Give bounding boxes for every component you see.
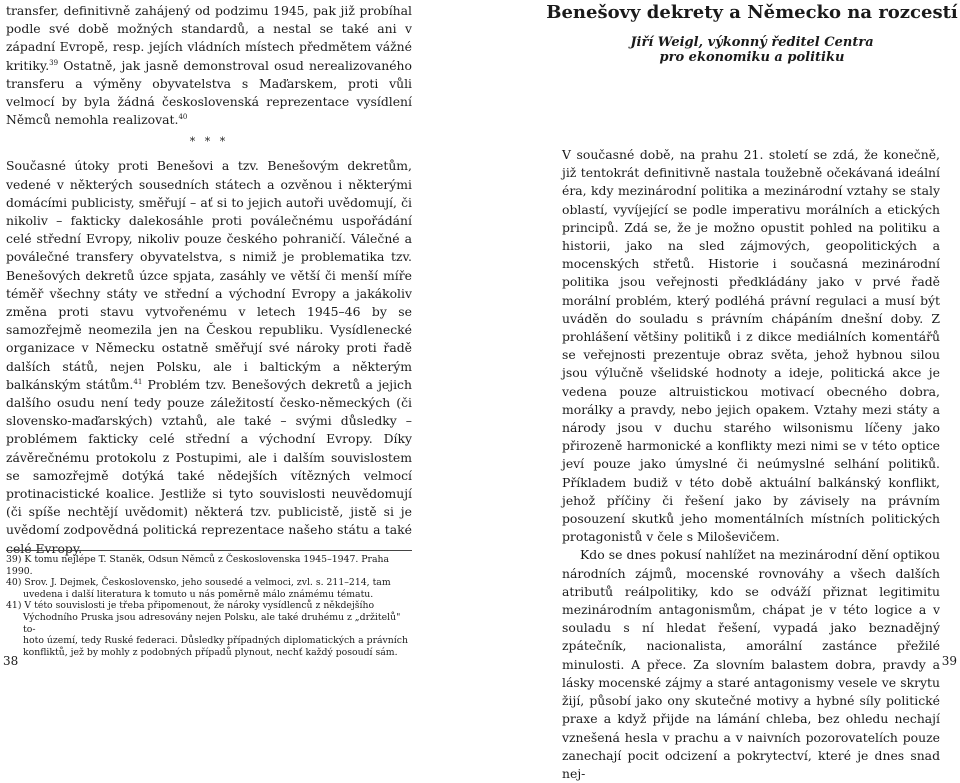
section-separator: * * * <box>189 135 229 149</box>
paragraph-current-attacks <box>6 157 412 557</box>
footnote-39: 39) K tomu nejlépe T. Staněk, Odsun Němců z Československa 1945–1947. Praha 1990. <box>6 554 390 577</box>
footnotes <box>6 550 412 658</box>
paragraph-text: Ostatně, jak jasně demonstroval osud nerealizovaného transferu a výměny obyvatelstva s Maďarskem, proti vůli velmocí by byla žádná československá reprezentace vysídlení Němců nemohla realizovat. <box>6 57 412 128</box>
left-page <box>0 0 480 670</box>
footnote-ref-41[interactable]: 41 <box>133 377 143 386</box>
left-text-column <box>6 2 412 558</box>
footnote-ref-40[interactable]: 40 <box>178 113 188 122</box>
author-line: Jiří Weigl, výkonný ředitel Centra <box>630 35 874 50</box>
footnote-41-continued: Východního Pruska jsou adresovány nejen Polsku, ale také druhému z „držitelů" to- <box>23 611 401 635</box>
paragraph-text: Současné útoky proti Benešovi a tzv. Benešovým dekretům, vedené v některých sousedních státech a ozvěnou i některými domácími publicisty, směřují – ať si to jejich autoři uvědomují, či nikoliv – fakticky dalekosáhle proti poválečnému uspořádání celé střední Evropy, nikoliv pouze českého pohraničí. Válečné a poválečné transfery obyvatelstva, s nimiž je problematika tzv. Benešových dekretů úzce spjata, zasáhly ve větší či menší míře téměř všechny státy ve střední a východní Evropy a jakákoliv změna proti stavu vytvořenému v letech 1945–46 by se samozřejmě neomezila jen na Českou republiku. Vysídlenecké organizace v Německu ostatně směřují své nároky proti řadě dalších států, nejen Polsku, ale i baltickým a některým balkánským státům. <box>6 158 412 392</box>
author-affiliation: pro ekonomiku a politiku <box>659 50 845 65</box>
right-text-column <box>562 146 940 783</box>
footnote-41-continued: hoto území, tedy Ruské federaci. Důsledky případných diplomatických a právních <box>23 635 408 647</box>
article-title: Benešovy dekrety a Německo na rozcestí <box>546 2 958 23</box>
article-author <box>544 35 960 65</box>
footnote-41-continued: konfliktů, jež by mohly z podobných případů plynout, nechť každý posoudí sám. <box>23 646 398 658</box>
footnote-40: 40) Srov. J. Dejmek, Československo, jeho sousedé a velmoci, zvl. s. 211–214, tam <box>6 577 391 589</box>
page-number-left: 38 <box>3 654 19 668</box>
paragraph-transfer <box>6 2 412 129</box>
paragraph-text: transfer, definitivně zahájený od podzimu 1945, pak již probíhal podle své době možných standardů, a nestal se také ani v západní Evropě, resp. jejích vládních místech předmětem vážné kritiky. <box>6 3 412 73</box>
paragraph-text: Problém tzv. Benešových dekretů a jejich dalšího osudu není tedy pouze záležitostí česko-německých (či slovensko-maďarských) vztahů, ale také – svými důsledky – problémem fakticky celé střední a východní Evropy. Díky závěrečnému protokolu z Postupimi, ale i dalším souvislostem se samozřejmě dotýká také nědejších vítězných velmocí protinacistické koalice. Jestliže si tyto souvislosti neuvědomují (či spíše nechtějí uvědomit) některá tzv. publicistě, jistě si je uvědomí zodpovědná politická reprezentace našeho státu a také celé Evropy. <box>6 376 412 556</box>
page-number-right: 39 <box>941 654 957 668</box>
paragraph-current-era: V současné době, na prahu 21. století se zdá, že konečně, již tentokrát definitivně nastala toužebně očekávaná ideální éra, kdy mezinárodní politika a mezinárodní vztahy se staly oblastí, vyvíjející se podle imperativu morálních a etických principů. Zdá se, že je možno opustit pohled na politiku a historii, jako na sled zájmových, geopolitických a mocenských střetů. Historie i současná mezinárodní politika jsou veřejnosti předkládány jako v prvé řadě morální problém, který podléhá právní regulaci a musí být uváděn do souladu s právním chápáním dnešní doby. Z prohlášení většiny politiků i z dikce mediálních komentářů se veřejnosti prezentuje obraz světa, jehož hybnou silou jsou výlučně všelidské hodnoty a ideje, politická akce je vedena pouze altruistickou motivací obecného dobra, morálky a pravdy, nebo jejich opakem. Vztahy mezi státy a národy jsou v duchu starého wilsonismu líčeny jako přirozeně harmonické a konflikty mezi nimi se v této optice jeví pouze jako úmyslné či neúmyslné selhání politiků. Příkladem budiž v této době aktuální balkánský konflikt, jehož příčiny či řešení jako by závisely na právním posouzení skutků jeho momentálních místních politických protagonistů v čele s Miloševičem. <box>562 147 940 545</box>
footnote-41: 41) V této souvislosti je třeba připomenout, že nároky vysídlenců z někdejšího <box>6 600 375 612</box>
right-page <box>480 0 960 781</box>
footnote-ref-39[interactable]: 39 <box>49 58 59 67</box>
footnote-40-continued: uvedena i další literatura k tomuto u nás poměrně málo známému tématu. <box>23 588 374 600</box>
paragraph-national-interests: Kdo se dnes pokusí nahlížet na mezinárodní dění optikou národních zájmů, mocenské rovnováhy a všech dalších atributů reálpolitiky, kdo se odváží přiznat legitimitu mezinárodním antagonismům, chápat je v této logice a v souladu s ní hledat řešení, vypadá jako beznadějný zpátečník, nacionalista, amorální zastánce přežilé minulosti. A přece. Za slovním balastem dobra, pravdy a lásky mocenské zájmy a staré antagonismy vesele ve skrytu žijí, působí jako ony skutečné motivy a hybné síly politické praxe a když přijde na lámání chleba, bez ohledu nechají vznešená hesla v prachu a v naivních pozorovatelích pouze zanechají pocit odcizení a pokrytectví, které je dnes snad nej- <box>562 547 940 781</box>
